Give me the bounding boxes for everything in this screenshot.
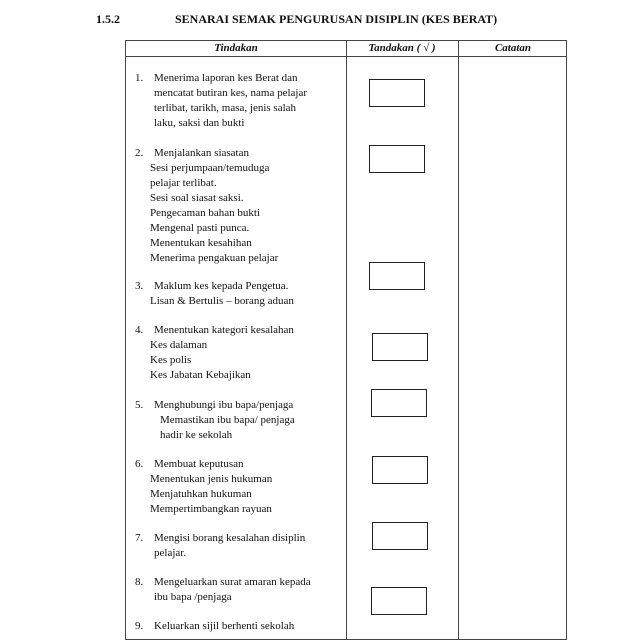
- checklist-item: [135, 323, 347, 383]
- item-line: Keluarkan sijil berhenti sekolah: [154, 620, 295, 632]
- item-line: Menentukan kesahihan: [150, 237, 252, 249]
- item-line: laku, saksi dan bukti: [154, 117, 245, 129]
- checklist-item: [135, 575, 347, 605]
- item-line: Menjalankan siasatan: [154, 147, 249, 159]
- section-heading: [0, 12, 638, 32]
- item-line: hadir ke sekolah: [160, 429, 233, 441]
- item-number: 1.: [135, 72, 144, 84]
- tick-box[interactable]: [371, 389, 427, 417]
- item-number: 4.: [135, 324, 144, 336]
- item-line: Kes dalaman: [150, 339, 208, 351]
- item-line: Pengecaman bahan bukti: [150, 207, 260, 219]
- section-number: 1.5.2: [96, 12, 120, 26]
- header-tandakan: Tandakan ( √ ): [368, 42, 436, 54]
- header-catatan: Catatan: [494, 42, 532, 54]
- item-line: Mengeluarkan surat amaran kepada: [154, 576, 311, 588]
- item-number: 9.: [135, 620, 144, 632]
- item-line: Menjatuhkan hukuman: [150, 488, 252, 500]
- header-divider: [126, 56, 566, 57]
- checklist-item: [135, 457, 347, 517]
- checklist-item: [135, 71, 347, 131]
- item-line: Sesi soal siasat saksi.: [150, 192, 244, 204]
- tick-box[interactable]: [371, 587, 427, 615]
- item-number: 2.: [135, 147, 144, 159]
- item-line: Membuat keputusan: [154, 458, 244, 470]
- item-line: Menerima pengakuan pelajar: [150, 252, 279, 264]
- tick-box[interactable]: [372, 456, 428, 484]
- item-line: pelajar.: [154, 547, 187, 559]
- item-number: 3.: [135, 280, 144, 292]
- item-number: 8.: [135, 576, 144, 588]
- item-line: Menentukan kategori kesalahan: [154, 324, 294, 336]
- item-line: Mengenal pasti punca.: [150, 222, 250, 234]
- item-number: 6.: [135, 458, 144, 470]
- item-line: Maklum kes kepada Pengetua.: [154, 280, 289, 292]
- tick-box[interactable]: [369, 79, 425, 107]
- item-line: Menentukan jenis hukuman: [150, 473, 273, 485]
- item-line: pelajar terlibat.: [150, 177, 217, 189]
- item-line: Menerima laporan kes Berat dan: [154, 72, 298, 84]
- item-line: terlibat, tarikh, masa, jenis salah: [154, 102, 297, 114]
- tick-box[interactable]: [372, 333, 428, 361]
- item-number: 7.: [135, 532, 144, 544]
- tick-box[interactable]: [369, 262, 425, 290]
- tick-box[interactable]: [372, 522, 428, 550]
- item-line: Mempertimbangkan rayuan: [150, 503, 272, 515]
- section-title: SENARAI SEMAK PENGURUSAN DISIPLIN (KES BERAT): [175, 12, 498, 26]
- header-tindakan: Tindakan: [214, 42, 258, 54]
- item-line: Menghubungi ibu bapa/penjaga: [154, 399, 294, 411]
- checklist-table: [125, 40, 567, 640]
- column-divider: [458, 41, 459, 639]
- checklist-item: [135, 279, 347, 309]
- checklist-item: [135, 619, 347, 634]
- item-line: ibu bapa /penjaga: [154, 591, 232, 603]
- item-line: Mengisi borang kesalahan disiplin: [154, 532, 306, 544]
- item-line: Sesi perjumpaan/temuduga: [150, 162, 270, 174]
- item-line: Memastikan ibu bapa/ penjaga: [160, 414, 295, 426]
- tick-box[interactable]: [369, 145, 425, 173]
- checklist-item: [135, 531, 347, 561]
- item-line: Kes polis: [150, 354, 192, 366]
- checklist-item: [135, 146, 347, 266]
- checklist-item: [135, 398, 347, 443]
- item-number: 5.: [135, 399, 144, 411]
- item-line: mencatat butiran kes, nama pelajar: [154, 87, 308, 99]
- item-line: Kes Jabatan Kebajikan: [150, 369, 251, 381]
- item-line: Lisan & Bertulis – borang aduan: [150, 295, 294, 307]
